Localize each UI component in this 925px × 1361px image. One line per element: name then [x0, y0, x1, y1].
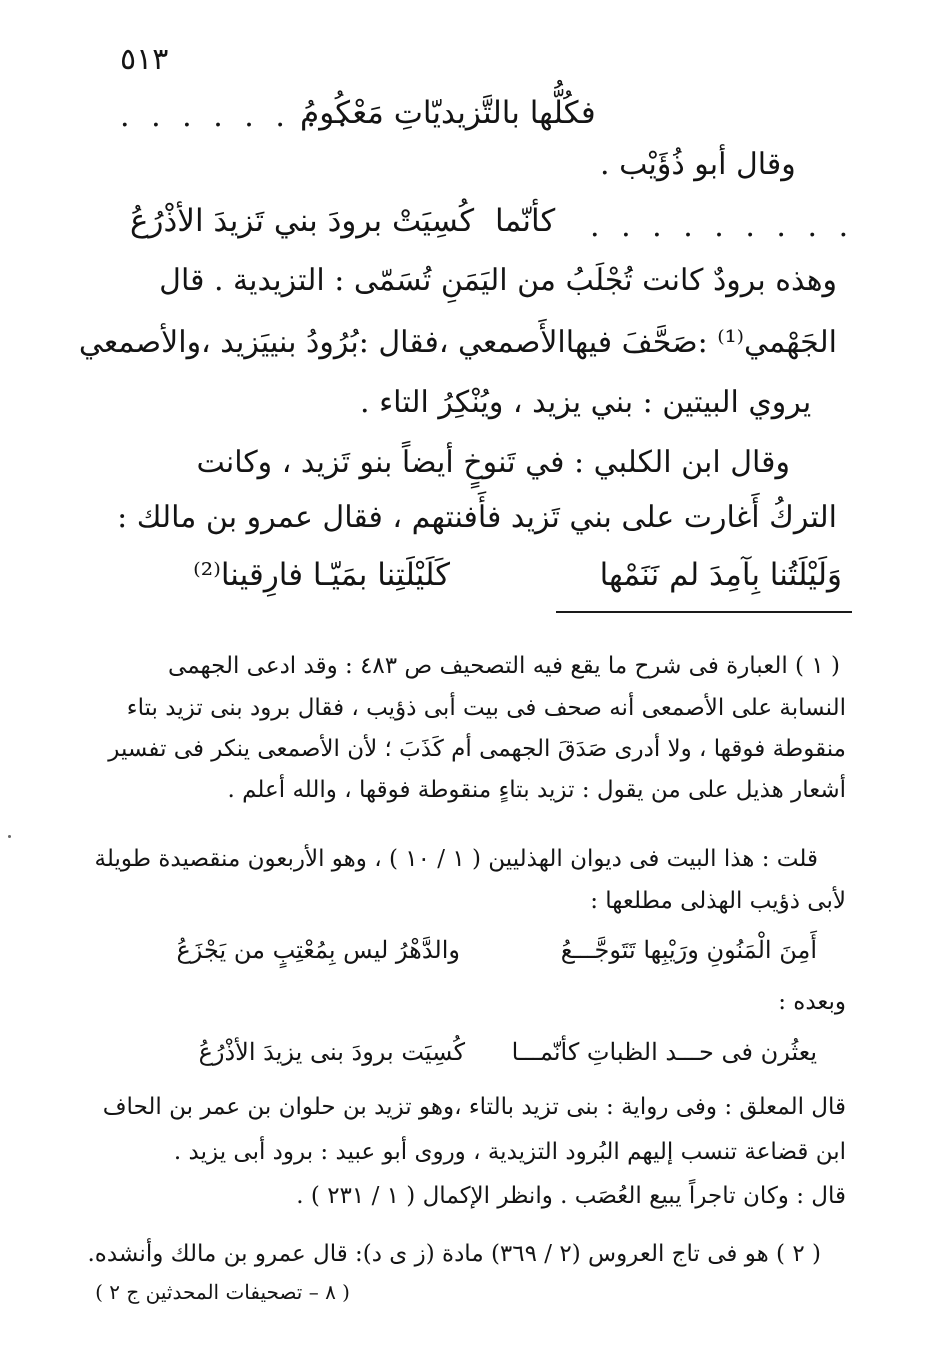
page-number: ٥١٣ — [120, 42, 169, 77]
verse-3-second-hemistich: كَلَيْلَتِنا بمَيّـا فارِقينا⁽²⁾ — [193, 557, 450, 593]
footnote-verse-2-second-hemistich: كُسِيَت برودَ بنى يزيدَ الأذْرُعُ — [198, 1038, 465, 1066]
footnote-line: قال : وكان تاجراً يبيع العُصَب . وانظر الإكمال ( ١ / ٢٣١ ) . — [296, 1183, 846, 1209]
footnote-line: ( ٢ ) هو فى تاج العروس (٢ / ٣٦٩) مادة (ز ى د): قال عمرو بن مالك وأنشده. — [87, 1241, 821, 1267]
footnote-line: ابن قضاعة تنسب إليهم البُرود التزيدية ، وروى أبو عبيد : برود أبى يزيد . — [173, 1139, 846, 1165]
verse-2-first-hemistich: كأنّما — [495, 203, 556, 239]
paragraph-line: وهذه برودٌ كانت تُجْلَبُ من اليَمَنِ تُسَمّى : التزيدية . قال — [159, 263, 837, 298]
verse-3-first-hemistich: وَلَيْلَتُنا بِآمِدَ لم نَنَمْها — [599, 557, 842, 593]
signature-line: ( ٨ – تصحيفات المحدثين ج ٢ ) — [95, 1280, 350, 1304]
scan-speck — [8, 835, 11, 838]
paragraph-line: الجَهْمي⁽¹⁾ :صَحَّفَ فيهاالأَصمعي ،فقال :بُرُودُ بنييَزيد ،والأصمعي — [78, 325, 837, 360]
footnote-separator — [556, 611, 852, 613]
footnote-line: منقوطة فوقها ، ولا أدرى صَدَقَ الجهمى أم كَذَبَ ؛ لأن الأصمعى ينكر فى تفسير — [108, 736, 846, 762]
paragraph-line: وقال أبو ذُؤَيْب . — [600, 147, 796, 182]
footnote-line: قال المعلق : وفى رواية : بنى تزيد بالتاء ،وهو تزيد بن حلوان بن عمر بن الحاف — [102, 1094, 846, 1120]
paragraph-line: وقال ابن الكلبي : في تَنوخٍ أيضاً بنو تَزيد ، وكانت — [196, 445, 790, 480]
verse-2-elision-dots: . . . . . . . . . — [590, 209, 855, 244]
footnote-verse-1-first-hemistich: أَمِنَ الْمَنُونِ ورَيْبِها تَتَوجَّـــعُ — [560, 936, 817, 964]
verse-2-second-hemistich: كُسِيَتْ برودَ بني تَزيدَ الأذْرُعُ — [130, 203, 475, 239]
verse-1-elision-dots: . . . . . . . . — [120, 99, 354, 134]
footnote-line: لأبى ذؤيب الهذلى مطلعها : — [590, 888, 846, 914]
footnote-line: وبعده : — [778, 989, 846, 1015]
footnote-line: ( ١ ) العبارة فى شرح ما يقع فيه التصحيف ص ٤٨٣ : وقد ادعى الجهمى — [168, 653, 840, 679]
paragraph-line: التركُ أَغارت على بني تَزيد فأَفنتهم ، فقال عمرو بن مالك : — [117, 500, 837, 535]
footnote-verse-2-first-hemistich: يعثُرن فى حـــد الظباتِ كأنّمـــا — [511, 1038, 817, 1066]
footnote-line: أشعار هذيل على من يقول : تزيد بتاءٍ منقوطة فوقها ، والله أعلم . — [227, 777, 846, 803]
footnote-line: النسابة على الأصمعى أنه صحف فى بيت أبى ذؤيب ، فقال برود بنى تزيد بتاء — [126, 695, 846, 721]
paragraph-line: يروي البيتين : بني يزيد ، ويُنْكِرُ التاء . — [360, 385, 812, 420]
verse-1-second-hemistich: فكُلُّها بالتَّزيديّاتِ مَعْكُومُ — [300, 95, 596, 131]
footnote-line: قلت : هذا البيت فى ديوان الهذليين ( ١ / ١٠ ) ، وهو الأربعون منقصيدة طويلة — [94, 846, 818, 872]
footnote-verse-1-second-hemistich: والدَّهْرُ ليس بِمُعْتِبٍ من يَجْزَعُ — [176, 936, 460, 964]
